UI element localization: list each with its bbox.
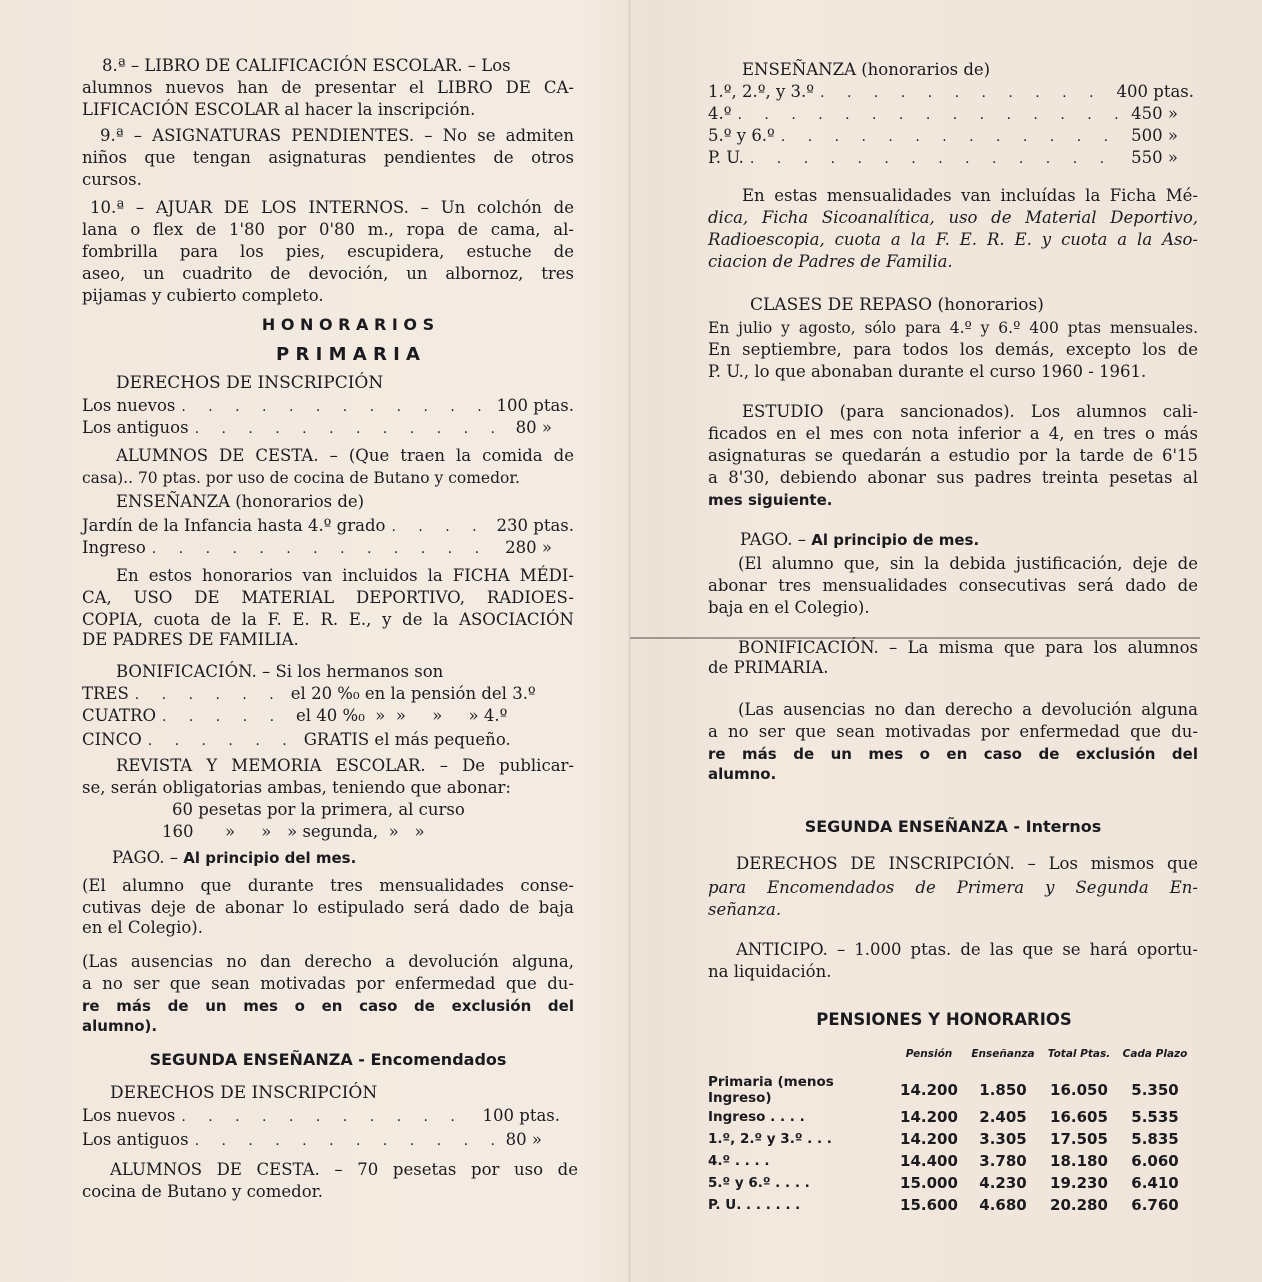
segunda-internos-title: SEGUNDA ENSEÑANZA - Internos [804, 817, 1102, 836]
cell: 4.230 [979, 1174, 1027, 1192]
item8-line: 8.ª – LIBRO DE CALIFICACIÓN ESCOLAR. – Los [102, 56, 511, 75]
revista-line: 60 pesetas por la primera, al curso [172, 800, 465, 819]
table-row [708, 1150, 1192, 1172]
cell: 6.410 [1131, 1174, 1179, 1192]
cell: 5.835 [1131, 1130, 1179, 1148]
pensiones-header-row [708, 1048, 1192, 1074]
bonificacion-title: BONIFICACIÓN. – Si los hermanos son [116, 662, 444, 681]
incluidos-line: COPIA, cuota de la F. E. R. E., y de la ASOCIACIÓN [82, 610, 574, 629]
cell: 14.200 [900, 1108, 958, 1126]
repaso-line: P. U., lo que abonaban durante el curso 1960 - 1961. [708, 362, 1147, 381]
derechos-row: Los antiguos . . . 80 » [82, 418, 552, 439]
table-row [708, 1106, 1192, 1128]
ensenanza-row-right: 1.º, 2.º, y 3.º . . . 400 ptas. [708, 82, 1194, 103]
estudio-line: ESTUDIO (para sancionados). Los alumnos cali- [742, 402, 1198, 421]
bonificacion-row: CINCO . . . GRATIS el más pequeño. [82, 730, 572, 751]
item10-line: aseo, un cuadrito de devoción, un albornoz, tres [82, 264, 574, 283]
bonificacion-row: TRES . . . el 20 %₀ en la pensión del 3.º [82, 684, 572, 705]
cell: 3.305 [979, 1130, 1027, 1148]
derechos2-row: Los nuevos . . . 100 ptas. [82, 1106, 560, 1127]
cesta-line: casa).. 70 ptas. por uso de cocina de Butano y comedor. [82, 469, 520, 487]
ausencias-line: (Las ausencias no dan derecho a devolución alguna, [82, 952, 574, 971]
ausencias-line: a no ser que sean motivadas por enfermedad que du- [82, 974, 574, 993]
table-row [708, 1172, 1192, 1194]
cell: 6.060 [1131, 1152, 1179, 1170]
header-plazo: Cada Plazo [1122, 1048, 1188, 1060]
fold-line-vertical [628, 0, 631, 1282]
pago-note-line: cutivas deje de abonar lo estipulado será dado de baja [82, 898, 574, 917]
estudio-line: asignaturas se quedarán a estudio por la tarde de 6'15 [708, 446, 1198, 465]
ensenanza-row-right: 5.º y 6.º . . . 500 » [708, 126, 1178, 147]
ensenanza-row: Jardín de la Infancia hasta 4.º grado . . . 230 ptas. [82, 516, 574, 537]
estudio-line: mes siguiente. [708, 491, 833, 509]
row-label: 1.º, 2.º y 3.º . . . [708, 1131, 832, 1147]
ensenanza-row: Ingreso . . . 280 » [82, 538, 552, 559]
segunda-encomendados-title: SEGUNDA ENSEÑANZA - Encomendados [149, 1050, 507, 1069]
cesta2-line: cocina de Butano y comedor. [82, 1182, 323, 1201]
cell: 4.680 [979, 1196, 1027, 1214]
ausencias-right: a no ser que sean motivadas por enfermedad que du- [708, 722, 1198, 741]
mensualidades-line: Radioescopia, cuota a la F. E. R. E. y cuota a la Aso- [708, 230, 1198, 249]
ausencias-right: alumno. [708, 765, 777, 783]
cell: 17.505 [1050, 1130, 1108, 1148]
incluidos-line: En estos honorarios van incluidos la FICHA MÉDI- [116, 566, 574, 585]
item9-line: niños que tengan asignaturas pendientes de otros [82, 148, 574, 167]
cell: 16.050 [1050, 1081, 1108, 1099]
cell: 2.405 [979, 1108, 1027, 1126]
bonificacion-right: BONIFICACIÓN. – La misma que para los alumnos [738, 638, 1198, 657]
pago-note-right: baja en el Colegio). [708, 598, 870, 617]
pensiones-table [708, 1048, 1192, 1216]
cell: 14.400 [900, 1152, 958, 1170]
cell: 16.605 [1050, 1108, 1108, 1126]
cell: 14.200 [900, 1081, 958, 1099]
cesta2-line: ALUMNOS DE CESTA. – 70 pesetas por uso de [110, 1160, 578, 1179]
cell: 14.200 [900, 1130, 958, 1148]
cell: 15.600 [900, 1196, 958, 1214]
cell: 3.780 [979, 1152, 1027, 1170]
header-pension: Pensión [905, 1048, 953, 1060]
pago-note-line: (El alumno que durante tres mensualidades conse- [82, 876, 574, 895]
cesta-line: ALUMNOS DE CESTA. – (Que traen la comida de [116, 446, 574, 465]
item8-line: alumnos nuevos han de presentar el LIBRO DE CA- [82, 78, 574, 97]
item9-line: 9.ª – ASIGNATURAS PENDIENTES. – No se admiten [100, 126, 574, 145]
cell: 15.000 [900, 1174, 958, 1192]
item10-line: 10.ª – AJUAR DE LOS INTERNOS. – Un colchón de [90, 198, 574, 217]
pensiones-title: PENSIONES Y HONORARIOS [816, 1010, 1072, 1029]
bonificacion-row: CUATRO . . . el 40 %₀ » » » » 4.º [82, 706, 572, 727]
header-total: Total Ptas. [1047, 1048, 1111, 1060]
estudio-line: ficados en el mes con nota inferior a 4, en tres o más [708, 424, 1198, 443]
ensenanza-row-right: P. U. . . . 550 » [708, 148, 1178, 169]
header-blank [708, 1048, 892, 1074]
anticipo-line: ANTICIPO. – 1.000 ptas. de las que se hará oportu- [736, 940, 1198, 959]
repaso-line: En julio y agosto, sólo para 4.º y 6.º 400 ptas mensuales. [708, 319, 1198, 337]
row-label: Primaria (menos Ingreso) [708, 1074, 834, 1106]
item10-line: lana o flex de 1'80 por 0'80 m., ropa de cama, al- [82, 220, 574, 239]
ausencias-line: re más de un mes o en caso de exclusión del [82, 997, 574, 1015]
incluidos-line: CA, USO DE MATERIAL DEPORTIVO, RADIOES- [82, 588, 574, 607]
table-row [708, 1194, 1192, 1216]
ensenanza-row-right: 4.º . . . 450 » [708, 104, 1178, 125]
cell: 6.760 [1131, 1196, 1179, 1214]
ensenanza-title: ENSEÑANZA (honorarios de) [116, 492, 365, 511]
derechos2-row: Los antiguos . . . 80 » [82, 1130, 542, 1151]
derechos-row: Los nuevos . . . 100 ptas. [82, 396, 574, 417]
cell: 20.280 [1050, 1196, 1108, 1214]
honorarios-title: H O N O R A R I O S [261, 315, 435, 334]
row-label: 5.º y 6.º . . . . [708, 1175, 810, 1191]
revista-line: REVISTA Y MEMORIA ESCOLAR. – De publicar- [116, 756, 574, 775]
revista-line: 160 » » » segunda, » » [162, 822, 425, 841]
mensualidades-line: dica, Ficha Sicoanalítica, uso de Material Deportivo, [708, 208, 1198, 227]
pago-note-right: abonar tres mensualidades consecutivas será dado de [708, 576, 1198, 595]
derechos-right: señanza. [708, 900, 782, 919]
header-ensenanza: Enseñanza [971, 1048, 1035, 1060]
bonificacion-right: de PRIMARIA. [708, 658, 829, 677]
pago-note-right: (El alumno que, sin la debida justificación, deje de [738, 554, 1198, 573]
cell: 18.180 [1050, 1152, 1108, 1170]
derechos-right: para Encomendados de Primera y Segunda En- [708, 878, 1198, 897]
item8-line: LIFICACIÓN ESCOLAR al hacer la inscripción. [82, 100, 476, 119]
table-row [708, 1128, 1192, 1150]
estudio-line: a 8'30, debiendo abonar sus padres treinta pesetas al [708, 468, 1198, 487]
cell: 1.850 [979, 1081, 1027, 1099]
row-label: P. U. . . . . . . [708, 1197, 801, 1213]
primaria-title: P R I M A R I A [276, 344, 420, 365]
item10-line: pijamas y cubierto completo. [82, 286, 324, 305]
derechos-title: DERECHOS DE INSCRIPCIÓN [116, 373, 384, 393]
row-label: Ingreso . . . . [708, 1109, 805, 1125]
mensualidades-line: ciacion de Padres de Familia. [708, 252, 953, 271]
item9-line: cursos. [82, 170, 142, 189]
ensenanza-title-right: ENSEÑANZA (honorarios de) [742, 60, 991, 79]
incluidos-line: DE PADRES DE FAMILIA. [82, 630, 299, 649]
pago-note-line: en el Colegio). [82, 918, 203, 937]
anticipo-line: na liquidación. [708, 962, 832, 981]
cell: 5.350 [1131, 1081, 1179, 1099]
row-label: 4.º . . . . [708, 1153, 770, 1169]
pago-line: PAGO. – Al principio del mes. [112, 848, 357, 867]
derechos2-title: DERECHOS DE INSCRIPCIÓN [110, 1083, 378, 1103]
ausencias-right: re más de un mes o en caso de exclusión del [708, 745, 1198, 763]
mensualidades-line: En estas mensualidades van incluídas la Ficha Mé- [742, 186, 1198, 205]
item10-line: fombrilla para los pies, escupidera, estuche de [82, 242, 574, 261]
table-row [708, 1074, 1192, 1106]
revista-line: se, serán obligatorias ambas, teniendo que abonar: [82, 778, 511, 797]
derechos-right: DERECHOS DE INSCRIPCIÓN. – Los mismos que [736, 854, 1198, 873]
cell: 19.230 [1050, 1174, 1108, 1192]
repaso-title: CLASES DE REPASO (honorarios) [750, 295, 1044, 315]
repaso-line: En septiembre, para todos los demás, excepto los de [708, 340, 1198, 359]
cell: 5.535 [1131, 1108, 1179, 1126]
pago-line-right: PAGO. – Al principio de mes. [740, 530, 980, 549]
ausencias-line: alumno). [82, 1017, 158, 1035]
ausencias-right: (Las ausencias no dan derecho a devolución alguna [738, 700, 1198, 719]
